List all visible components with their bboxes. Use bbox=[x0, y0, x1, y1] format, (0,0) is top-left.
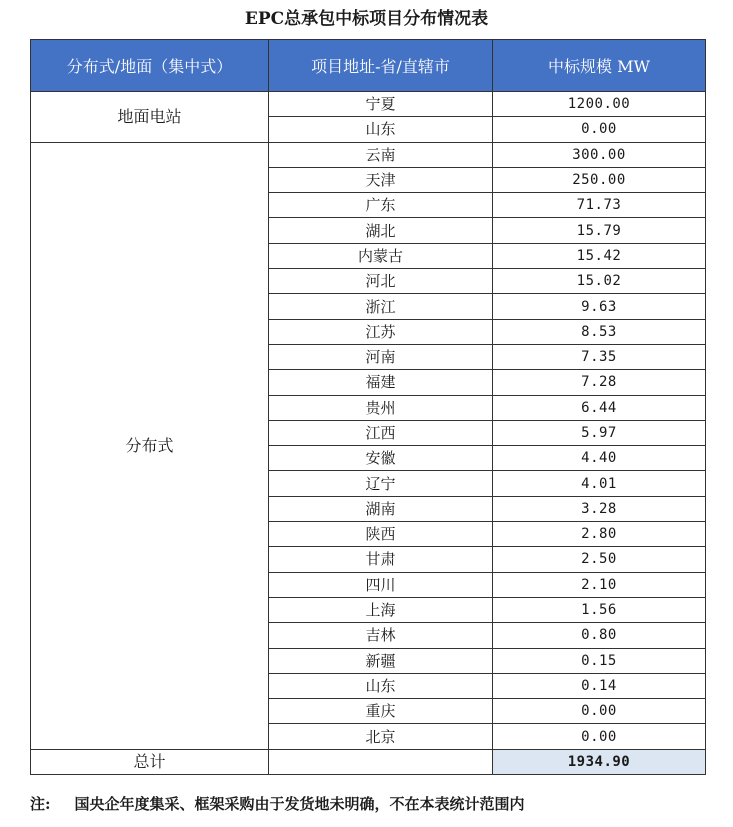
province-cell: 安徽 bbox=[269, 446, 493, 471]
scale-value-cell: 0.00 bbox=[493, 724, 706, 749]
total-value: 1934.90 bbox=[493, 749, 706, 774]
epc-distribution-table bbox=[30, 39, 706, 775]
footnote bbox=[30, 793, 525, 815]
province-cell: 浙江 bbox=[269, 294, 493, 319]
total-label: 总计 bbox=[31, 749, 269, 774]
province-cell: 福建 bbox=[269, 370, 493, 395]
scale-value-cell: 0.00 bbox=[493, 699, 706, 724]
scale-value-cell: 4.01 bbox=[493, 471, 706, 496]
province-cell: 甘肃 bbox=[269, 547, 493, 572]
scale-value-cell: 5.97 bbox=[493, 420, 706, 445]
scale-value-cell: 15.02 bbox=[493, 269, 706, 294]
province-cell: 四川 bbox=[269, 572, 493, 597]
province-cell: 江西 bbox=[269, 420, 493, 445]
table-body bbox=[31, 92, 706, 775]
header-type: 分布式/地面（集中式） bbox=[31, 40, 269, 92]
province-cell: 湖北 bbox=[269, 218, 493, 243]
province-cell: 北京 bbox=[269, 724, 493, 749]
header-scale: 中标规模 MW bbox=[493, 40, 706, 92]
province-cell: 江苏 bbox=[269, 319, 493, 344]
scale-value-cell: 15.42 bbox=[493, 243, 706, 268]
header-location: 项目地址-省/直辖市 bbox=[269, 40, 493, 92]
scale-value-cell: 0.15 bbox=[493, 648, 706, 673]
province-cell: 宁夏 bbox=[269, 92, 493, 117]
total-location bbox=[269, 749, 493, 774]
table-row bbox=[31, 92, 706, 117]
scale-value-cell: 2.50 bbox=[493, 547, 706, 572]
group-distributed: 分布式 bbox=[31, 142, 269, 749]
table-row bbox=[31, 142, 706, 167]
scale-value-cell: 1.56 bbox=[493, 597, 706, 622]
scale-value-cell: 300.00 bbox=[493, 142, 706, 167]
province-cell: 广东 bbox=[269, 193, 493, 218]
scale-value-cell: 0.80 bbox=[493, 623, 706, 648]
scale-value-cell: 4.40 bbox=[493, 446, 706, 471]
scale-value-cell: 71.73 bbox=[493, 193, 706, 218]
scale-value-cell: 15.79 bbox=[493, 218, 706, 243]
scale-value-cell: 1200.00 bbox=[493, 92, 706, 117]
province-cell: 内蒙古 bbox=[269, 243, 493, 268]
province-cell: 上海 bbox=[269, 597, 493, 622]
province-cell: 山东 bbox=[269, 673, 493, 698]
scale-value-cell: 2.80 bbox=[493, 522, 706, 547]
scale-value-cell: 2.10 bbox=[493, 572, 706, 597]
scale-value-cell: 0.14 bbox=[493, 673, 706, 698]
table-title: EPC总承包中标项目分布情况表 bbox=[244, 9, 489, 29]
group-ground-station: 地面电站 bbox=[31, 92, 269, 143]
province-cell: 辽宁 bbox=[269, 471, 493, 496]
province-cell: 山东 bbox=[269, 117, 493, 142]
header-row bbox=[31, 40, 706, 92]
total-row bbox=[31, 749, 706, 774]
province-cell: 天津 bbox=[269, 167, 493, 192]
province-cell: 湖南 bbox=[269, 496, 493, 521]
province-cell: 陕西 bbox=[269, 522, 493, 547]
scale-value-cell: 7.35 bbox=[493, 344, 706, 369]
province-cell: 河南 bbox=[269, 344, 493, 369]
footnote-text: 国央企年度集采、框架采购由于发货地未明确，不在本表统计范围内 bbox=[74, 795, 525, 813]
province-cell: 吉林 bbox=[269, 623, 493, 648]
province-cell: 新疆 bbox=[269, 648, 493, 673]
scale-value-cell: 7.28 bbox=[493, 370, 706, 395]
province-cell: 河北 bbox=[269, 269, 493, 294]
scale-value-cell: 8.53 bbox=[493, 319, 706, 344]
province-cell: 云南 bbox=[269, 142, 493, 167]
province-cell: 贵州 bbox=[269, 395, 493, 420]
scale-value-cell: 0.00 bbox=[493, 117, 706, 142]
scale-value-cell: 6.44 bbox=[493, 395, 706, 420]
footnote-label: 注: bbox=[30, 795, 51, 813]
province-cell: 重庆 bbox=[269, 699, 493, 724]
scale-value-cell: 9.63 bbox=[493, 294, 706, 319]
scale-value-cell: 3.28 bbox=[493, 496, 706, 521]
scale-value-cell: 250.00 bbox=[493, 167, 706, 192]
